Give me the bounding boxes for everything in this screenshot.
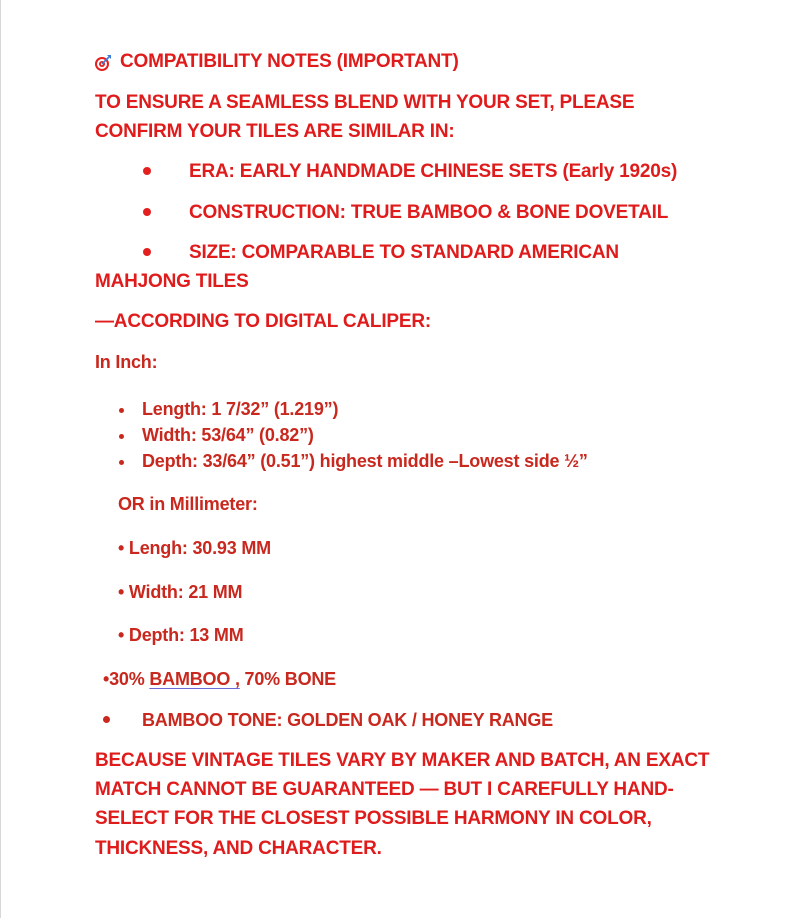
criteria-bullet-1: [143, 167, 151, 175]
mm-width: • Width: 21 MM: [118, 582, 243, 602]
criteria-bullet-3: [143, 248, 151, 256]
disclaimer-line-1: BECAUSE VINTAGE TILES VARY BY MAKER AND BATCH, AN EXACT: [95, 750, 710, 771]
inch-bullet-2: [119, 434, 124, 439]
intro-line-2: CONFIRM YOUR TILES ARE SIMILAR IN:: [95, 121, 455, 142]
inch-label: In Inch:: [95, 352, 158, 372]
mm-depth: • Depth: 13 MM: [118, 625, 244, 645]
criteria-construction: CONSTRUCTION: TRUE BAMBOO & BONE DOVETAIL: [189, 202, 669, 223]
criteria-bullet-2: [143, 208, 151, 216]
inch-bullet-1: [119, 408, 124, 413]
composition-line: [103, 668, 336, 690]
criteria-size-wrap: MAHJONG TILES: [95, 271, 249, 292]
mm-label: OR in Millimeter:: [118, 494, 258, 514]
criteria-size: SIZE: COMPARABLE TO STANDARD AMERICAN: [189, 242, 619, 263]
inch-depth: Depth: 33/64” (0.51”) highest middle –Lowest side ½”: [142, 451, 588, 471]
bamboo-tone: BAMBOO TONE: GOLDEN OAK / HONEY RANGE: [142, 710, 553, 730]
composition-prefix: •30%: [103, 669, 150, 689]
disclaimer-line-4: THICKNESS, AND CHARACTER.: [95, 838, 382, 859]
target-dart-icon: [94, 54, 112, 72]
tone-bullet: [103, 716, 110, 723]
inch-width: Width: 53/64” (0.82”): [142, 425, 314, 445]
composition-bamboo: BAMBOO ,: [149, 669, 240, 689]
intro-line-1: TO ENSURE A SEAMLESS BLEND WITH YOUR SET, PLEASE: [95, 92, 635, 113]
caliper-note: —ACCORDING TO DIGITAL CALIPER:: [95, 311, 432, 332]
inch-bullet-3: [119, 460, 124, 465]
inch-length: Length: 1 7/32” (1.219”): [142, 399, 339, 419]
disclaimer-line-3: SELECT FOR THE CLOSEST POSSIBLE HARMONY IN COLOR,: [95, 808, 652, 829]
heading-title: COMPATIBILITY NOTES (IMPORTANT): [120, 51, 459, 72]
disclaimer-line-2: MATCH CANNOT BE GUARANTEED — BUT I CAREFULLY HAND-: [95, 779, 674, 800]
mm-length: • Lengh: 30.93 MM: [118, 538, 271, 558]
composition-suffix: 70% BONE: [239, 669, 336, 689]
criteria-era: ERA: EARLY HANDMADE CHINESE SETS (Early 1920s): [189, 161, 678, 182]
